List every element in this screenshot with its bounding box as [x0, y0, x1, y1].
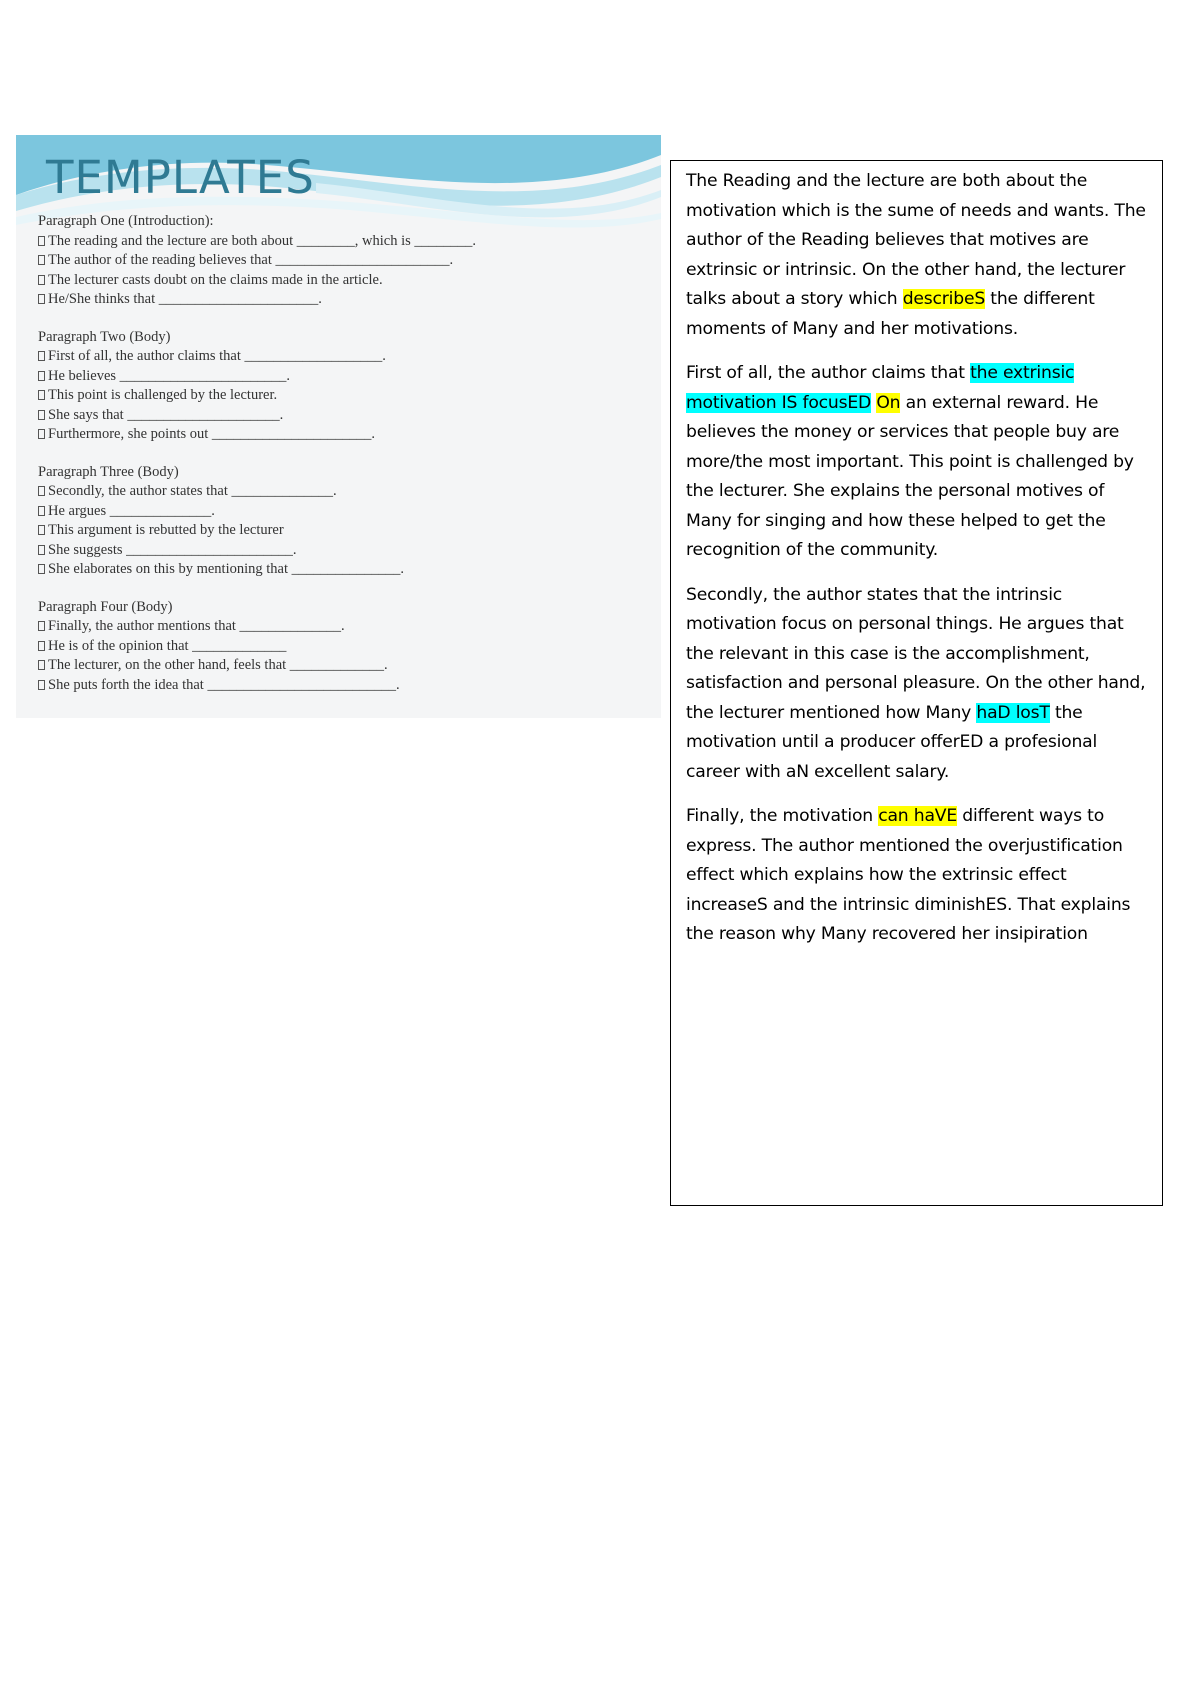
template-line: First of all, the author claims that ___________________.	[38, 347, 638, 367]
checkbox-glyph-icon	[38, 525, 45, 535]
template-line: Secondly, the author states that ______________.	[38, 482, 638, 502]
checkbox-glyph-icon	[38, 506, 45, 516]
template-line: The author of the reading believes that ________________________.	[38, 251, 638, 271]
template-line: He is of the opinion that _____________	[38, 637, 638, 657]
section-heading: Paragraph One (Introduction):	[38, 213, 214, 229]
template-line: The lecturer casts doubt on the claims made in the article.	[38, 271, 638, 291]
essay-paragraph-3: Secondly, the author states that the intrinsic motivation focus on personal things. He argues that the relevant in this case is the accomplishment, satisfaction and personal pleasure. On the other hand, the lecturer mentioned how Many haD losT the motivation until a producer offerED a profesional career with aN excellent salary.	[686, 584, 1146, 782]
essay-text-box[interactable]	[670, 160, 1163, 1206]
checkbox-glyph-icon	[38, 371, 45, 381]
checkbox-glyph-icon	[38, 351, 45, 361]
highlighted-text: describeS	[902, 289, 986, 309]
checkbox-glyph-icon	[38, 660, 45, 670]
template-line: He argues ______________.	[38, 502, 638, 522]
template-line: She says that _____________________.	[38, 406, 638, 426]
template-line: She puts forth the idea that __________________________.	[38, 676, 638, 696]
highlighted-text: can haVE	[878, 806, 958, 826]
highlighted-text: On	[876, 392, 901, 413]
highlighted-text: haD losT	[976, 702, 1050, 723]
template-line: The lecturer, on the other hand, feels that _____________.	[38, 656, 638, 676]
template-section-2	[38, 328, 638, 445]
checkbox-glyph-icon	[38, 680, 45, 690]
checkbox-glyph-icon	[38, 410, 45, 420]
checkbox-glyph-icon	[38, 621, 45, 631]
checkbox-glyph-icon	[38, 545, 45, 555]
essay-paragraph-1: The Reading and the lecture are both about the motivation which is the sume of needs and wants. The author of the Reading believes that motives are extrinsic or intrinsic. On the other hand, the lecturer talks about a story which describeS the different moments of Many and her motivations.	[686, 171, 1146, 339]
template-line: This point is challenged by the lecturer.	[38, 386, 638, 406]
template-line: He believes _______________________.	[38, 367, 638, 387]
section-heading: Paragraph Four (Body)	[38, 598, 173, 615]
checkbox-glyph-icon	[38, 275, 45, 285]
template-line: She elaborates on this by mentioning that _______________.	[38, 560, 638, 580]
template-line: This argument is rebutted by the lecturer	[38, 521, 638, 541]
templates-body	[38, 212, 638, 695]
template-line: He/She thinks that ______________________.	[38, 290, 638, 310]
checkbox-glyph-icon	[38, 641, 45, 651]
checkbox-glyph-icon	[38, 390, 45, 400]
checkbox-glyph-icon	[38, 486, 45, 496]
template-line: Finally, the author mentions that ______________.	[38, 617, 638, 637]
essay-paragraph-4: Finally, the motivation can haVE different ways to express. The author mentioned the overjustification effect which explains how the extrinsic effect increaseS and the intrinsic diminishES. That explains the reason why Many recovered her insipiration	[686, 806, 1131, 944]
checkbox-glyph-icon	[38, 429, 45, 439]
highlighted-text: the extrinsic motivation IS focusED	[686, 363, 1075, 413]
checkbox-glyph-icon	[38, 236, 45, 246]
checkbox-glyph-icon	[38, 294, 45, 304]
templates-image	[16, 135, 661, 718]
template-line: She suggests _______________________.	[38, 541, 638, 561]
section-heading: Paragraph Three (Body)	[38, 463, 179, 480]
template-section-3	[38, 463, 638, 580]
template-section-4	[38, 598, 638, 696]
section-heading: Paragraph Two (Body)	[38, 328, 171, 345]
checkbox-glyph-icon	[38, 564, 45, 574]
templates-title: TEMPLATES	[46, 151, 315, 204]
template-line: The reading and the lecture are both about ________, which is ________.	[38, 232, 638, 252]
essay-paragraph-2: First of all, the author claims that the extrinsic motivation IS focusED On an external reward. He believes the money or services that people buy are more/the most important. This point is challenged by the lecturer. She explains the personal motives of Many for singing and how these helped to get the recognition of the community.	[686, 363, 1134, 560]
template-section-1	[38, 212, 638, 310]
checkbox-glyph-icon	[38, 255, 45, 265]
template-line: Furthermore, she points out ______________________.	[38, 425, 638, 445]
